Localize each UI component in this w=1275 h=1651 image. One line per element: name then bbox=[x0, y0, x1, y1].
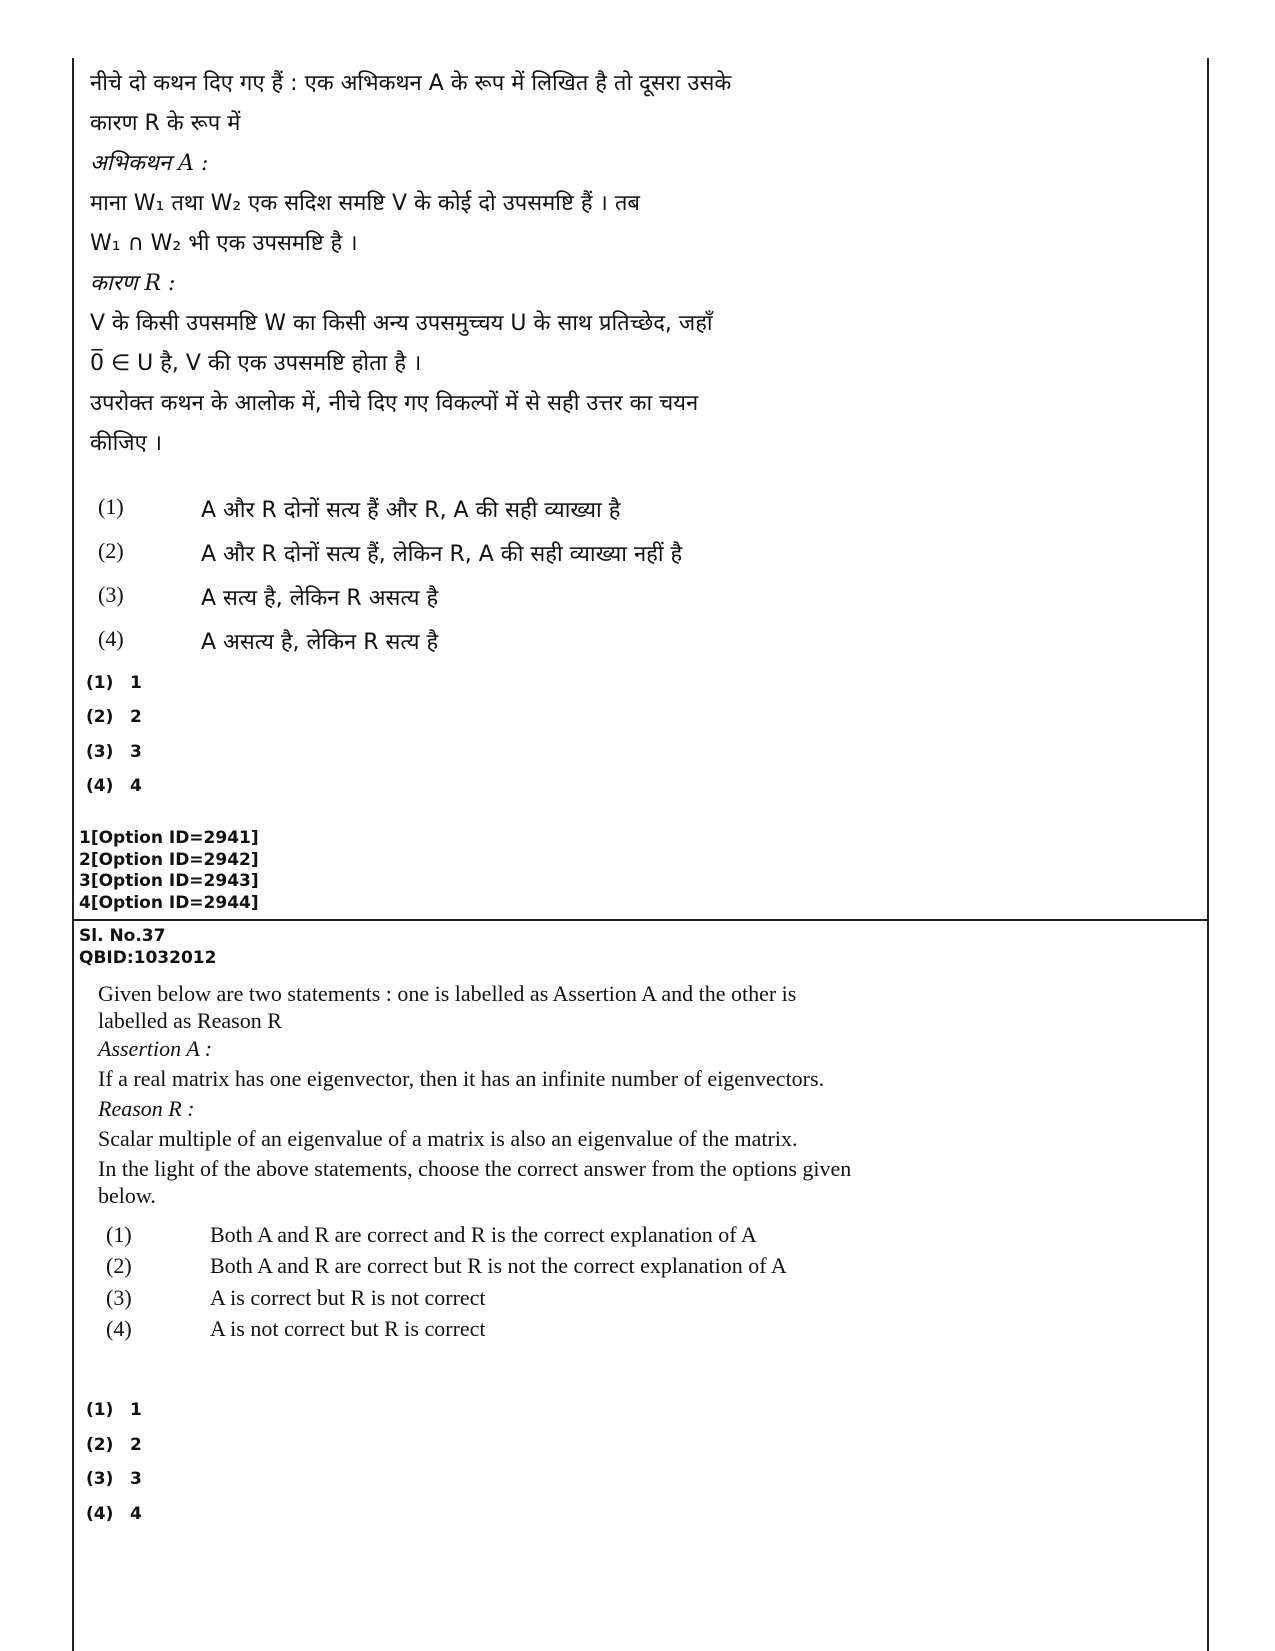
option-id: 2[Option ID=2942] bbox=[79, 849, 259, 870]
option-id: 3[Option ID=2943] bbox=[79, 871, 259, 891]
hindi-reason-line-1: V के किसी उपसमष्टि W का किसी अन्य उपसमुच्चय U के साथ प्रतिच्छेद, जहाँ bbox=[90, 311, 713, 336]
english-reason-label: Reason R : bbox=[98, 1096, 195, 1121]
qbid: QBID:1032012 bbox=[79, 947, 217, 968]
hindi-intro-line-1: नीचे दो कथन दिए गए हैं : एक अभिकथन A के रूप में लिखित है तो दूसरा उसके bbox=[90, 71, 732, 96]
hindi-option-number: (2) bbox=[98, 538, 124, 563]
answer-choice-value: 3 bbox=[130, 742, 142, 762]
right-border bbox=[1207, 58, 1209, 1651]
english-option-number: (1) bbox=[106, 1222, 132, 1247]
option-id-list bbox=[79, 828, 259, 914]
hindi-reason-label: कारण R : bbox=[90, 271, 176, 296]
answer-choice[interactable] bbox=[86, 1400, 142, 1420]
english-option-text: Both A and R are correct but R is not the correct explanation of A bbox=[210, 1253, 787, 1278]
option-id: 4[Option ID=2944] bbox=[79, 892, 259, 913]
hindi-option-number: (4) bbox=[98, 626, 124, 651]
answer-choice-value: 1 bbox=[130, 1400, 142, 1420]
answer-choice-value: 4 bbox=[130, 776, 142, 796]
hindi-reason-line-2: 0̅ ∈ U है, V की एक उपसमष्टि होता है । bbox=[90, 351, 422, 376]
answer-choice-number: (3) bbox=[86, 1469, 114, 1489]
answer-choice-number: (2) bbox=[86, 707, 114, 727]
hindi-intro-line-2: कारण R के रूप में bbox=[90, 111, 241, 136]
hindi-question-line-1: उपरोक्त कथन के आलोक में, नीचे दिए गए विकल्पों में से सही उत्तर का चयन bbox=[90, 391, 699, 416]
answer-choice-value: 4 bbox=[130, 1504, 142, 1524]
answer-choice[interactable] bbox=[86, 1469, 142, 1489]
answer-choice-number: (1) bbox=[86, 673, 114, 693]
answer-choice[interactable] bbox=[86, 673, 142, 693]
english-assertion-label: Assertion A : bbox=[98, 1036, 213, 1061]
hindi-option-number: (3) bbox=[98, 582, 124, 607]
english-assertion-text: If a real matrix has one eigenvector, then it has an infinite number of eigenvectors. bbox=[98, 1066, 825, 1091]
english-option-number: (2) bbox=[106, 1253, 132, 1278]
english-option-text: A is correct but R is not correct bbox=[210, 1285, 486, 1310]
answer-choice[interactable] bbox=[86, 1504, 142, 1524]
answer-choice-value: 1 bbox=[130, 673, 142, 693]
english-question-line-1: In the light of the above statements, choose the correct answer from the options given bbox=[98, 1156, 852, 1181]
english-intro-line-1: Given below are two statements : one is labelled as Assertion A and the other is bbox=[98, 981, 797, 1006]
hindi-assertion-line-1: माना W₁ तथा W₂ एक सदिश समष्टि V के कोई दो उपसमष्टि हैं । तब bbox=[90, 191, 640, 216]
question-meta bbox=[79, 926, 216, 969]
question-divider bbox=[72, 919, 1209, 921]
english-option-text: Both A and R are correct and R is the correct explanation of A bbox=[210, 1222, 757, 1247]
left-border bbox=[72, 58, 74, 1651]
hindi-question-line-2: कीजिए । bbox=[90, 431, 163, 456]
hindi-option-number: (1) bbox=[98, 494, 124, 519]
serial-number: Sl. No.37 bbox=[79, 926, 166, 946]
english-question-line-2: below. bbox=[98, 1183, 156, 1208]
hindi-option-text: A और R दोनों सत्य हैं, लेकिन R, A की सही व्याख्या नहीं है bbox=[201, 542, 683, 567]
answer-choice-number: (4) bbox=[86, 1504, 114, 1524]
hindi-assertion-line-2: W₁ ∩ W₂ भी एक उपसमष्टि है । bbox=[90, 231, 358, 256]
hindi-option-text: A और R दोनों सत्य हैं और R, A की सही व्याख्या है bbox=[201, 498, 621, 523]
answer-choice[interactable] bbox=[86, 1435, 142, 1455]
english-option-text: A is not correct but R is correct bbox=[210, 1316, 486, 1341]
answer-choice-number: (3) bbox=[86, 742, 114, 762]
english-intro-line-2: labelled as Reason R bbox=[98, 1008, 282, 1033]
hindi-option-text: A असत्य है, लेकिन R सत्य है bbox=[201, 630, 439, 655]
option-id: 1[Option ID=2941] bbox=[79, 828, 259, 848]
answer-choice-value: 2 bbox=[130, 707, 142, 727]
hindi-intro bbox=[90, 64, 731, 464]
answer-choice-number: (1) bbox=[86, 1400, 114, 1420]
answer-choice[interactable] bbox=[86, 742, 142, 762]
answer-choice-number: (2) bbox=[86, 1435, 114, 1455]
hindi-option-text: A सत्य है, लेकिन R असत्य है bbox=[201, 586, 439, 611]
hindi-assertion-label: अभिकथन A : bbox=[90, 151, 209, 176]
answer-choice[interactable] bbox=[86, 707, 142, 727]
answer-choice[interactable] bbox=[86, 776, 142, 796]
answer-choice-value: 2 bbox=[130, 1435, 142, 1455]
english-option-number: (3) bbox=[106, 1285, 132, 1310]
answer-choice-number: (4) bbox=[86, 776, 114, 796]
answer-choice-value: 3 bbox=[130, 1469, 142, 1489]
english-reason-text: Scalar multiple of an eigenvalue of a matrix is also an eigenvalue of the matrix. bbox=[98, 1126, 798, 1151]
english-option-number: (4) bbox=[106, 1316, 132, 1341]
